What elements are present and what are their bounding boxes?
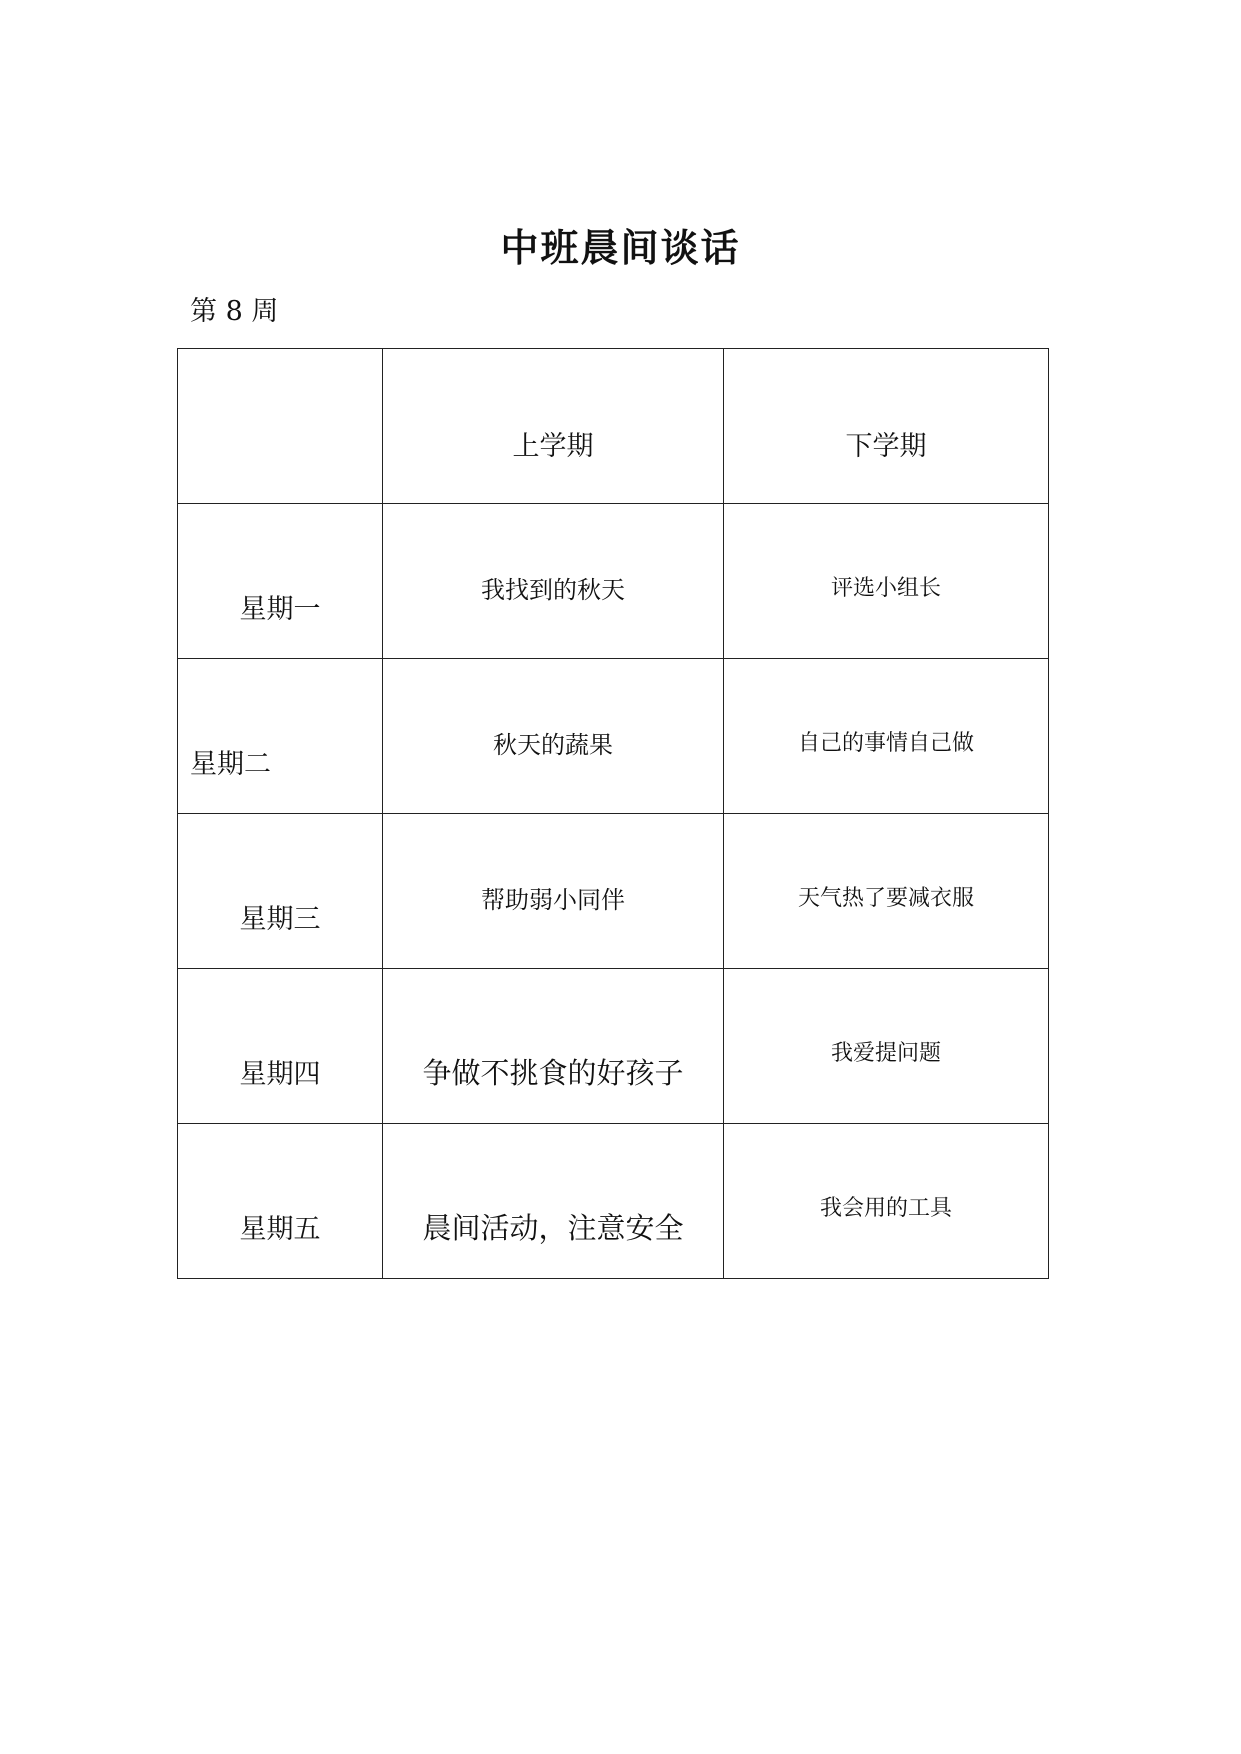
header-first-term xyxy=(383,349,724,504)
first-term-cell xyxy=(383,814,724,969)
day-cell xyxy=(178,504,383,659)
first-term-topic: 帮助弱小同伴 xyxy=(481,886,625,914)
day-label: 星期二 xyxy=(190,749,271,780)
second-term-cell xyxy=(724,504,1049,659)
first-term-topic: 我找到的秋天 xyxy=(481,576,625,604)
table-row xyxy=(178,504,1049,659)
first-term-topic: 晨间活动，注意安全 xyxy=(422,1211,684,1245)
second-term-cell xyxy=(724,814,1049,969)
second-term-cell xyxy=(724,659,1049,814)
day-cell xyxy=(178,659,383,814)
day-label: 星期四 xyxy=(239,1059,321,1090)
table-row xyxy=(178,659,1049,814)
page-title: 中班晨间谈话 xyxy=(500,226,741,270)
table-header-row xyxy=(178,349,1049,504)
day-label: 星期一 xyxy=(239,594,321,625)
schedule-table xyxy=(177,348,1049,1279)
first-term-topic: 争做不挑食的好孩子 xyxy=(422,1056,684,1090)
corner-cell xyxy=(178,349,383,504)
second-term-cell xyxy=(724,969,1049,1124)
day-label: 星期三 xyxy=(239,904,321,935)
second-term-topic: 评选小组长 xyxy=(830,576,941,601)
first-term-cell xyxy=(383,504,724,659)
second-term-cell xyxy=(724,1124,1049,1279)
first-term-cell xyxy=(383,969,724,1124)
first-term-header: 上学期 xyxy=(512,431,594,462)
week-label: 第 8 周 xyxy=(190,296,279,327)
day-cell xyxy=(178,814,383,969)
second-term-header: 下学期 xyxy=(845,431,927,462)
first-term-topic: 秋天的蔬果 xyxy=(493,731,613,759)
second-term-topic: 天气热了要减衣服 xyxy=(797,886,974,911)
day-label: 星期五 xyxy=(239,1214,321,1245)
second-term-topic: 我爱提问题 xyxy=(830,1041,941,1066)
header-second-term xyxy=(724,349,1049,504)
table-row xyxy=(178,969,1049,1124)
table-row xyxy=(178,814,1049,969)
first-term-cell xyxy=(383,1124,724,1279)
second-term-topic: 自己的事情自己做 xyxy=(797,731,974,756)
first-term-cell xyxy=(383,659,724,814)
second-term-topic: 我会用的工具 xyxy=(819,1196,952,1221)
day-cell xyxy=(178,1124,383,1279)
table-row xyxy=(178,1124,1049,1279)
day-cell xyxy=(178,969,383,1124)
